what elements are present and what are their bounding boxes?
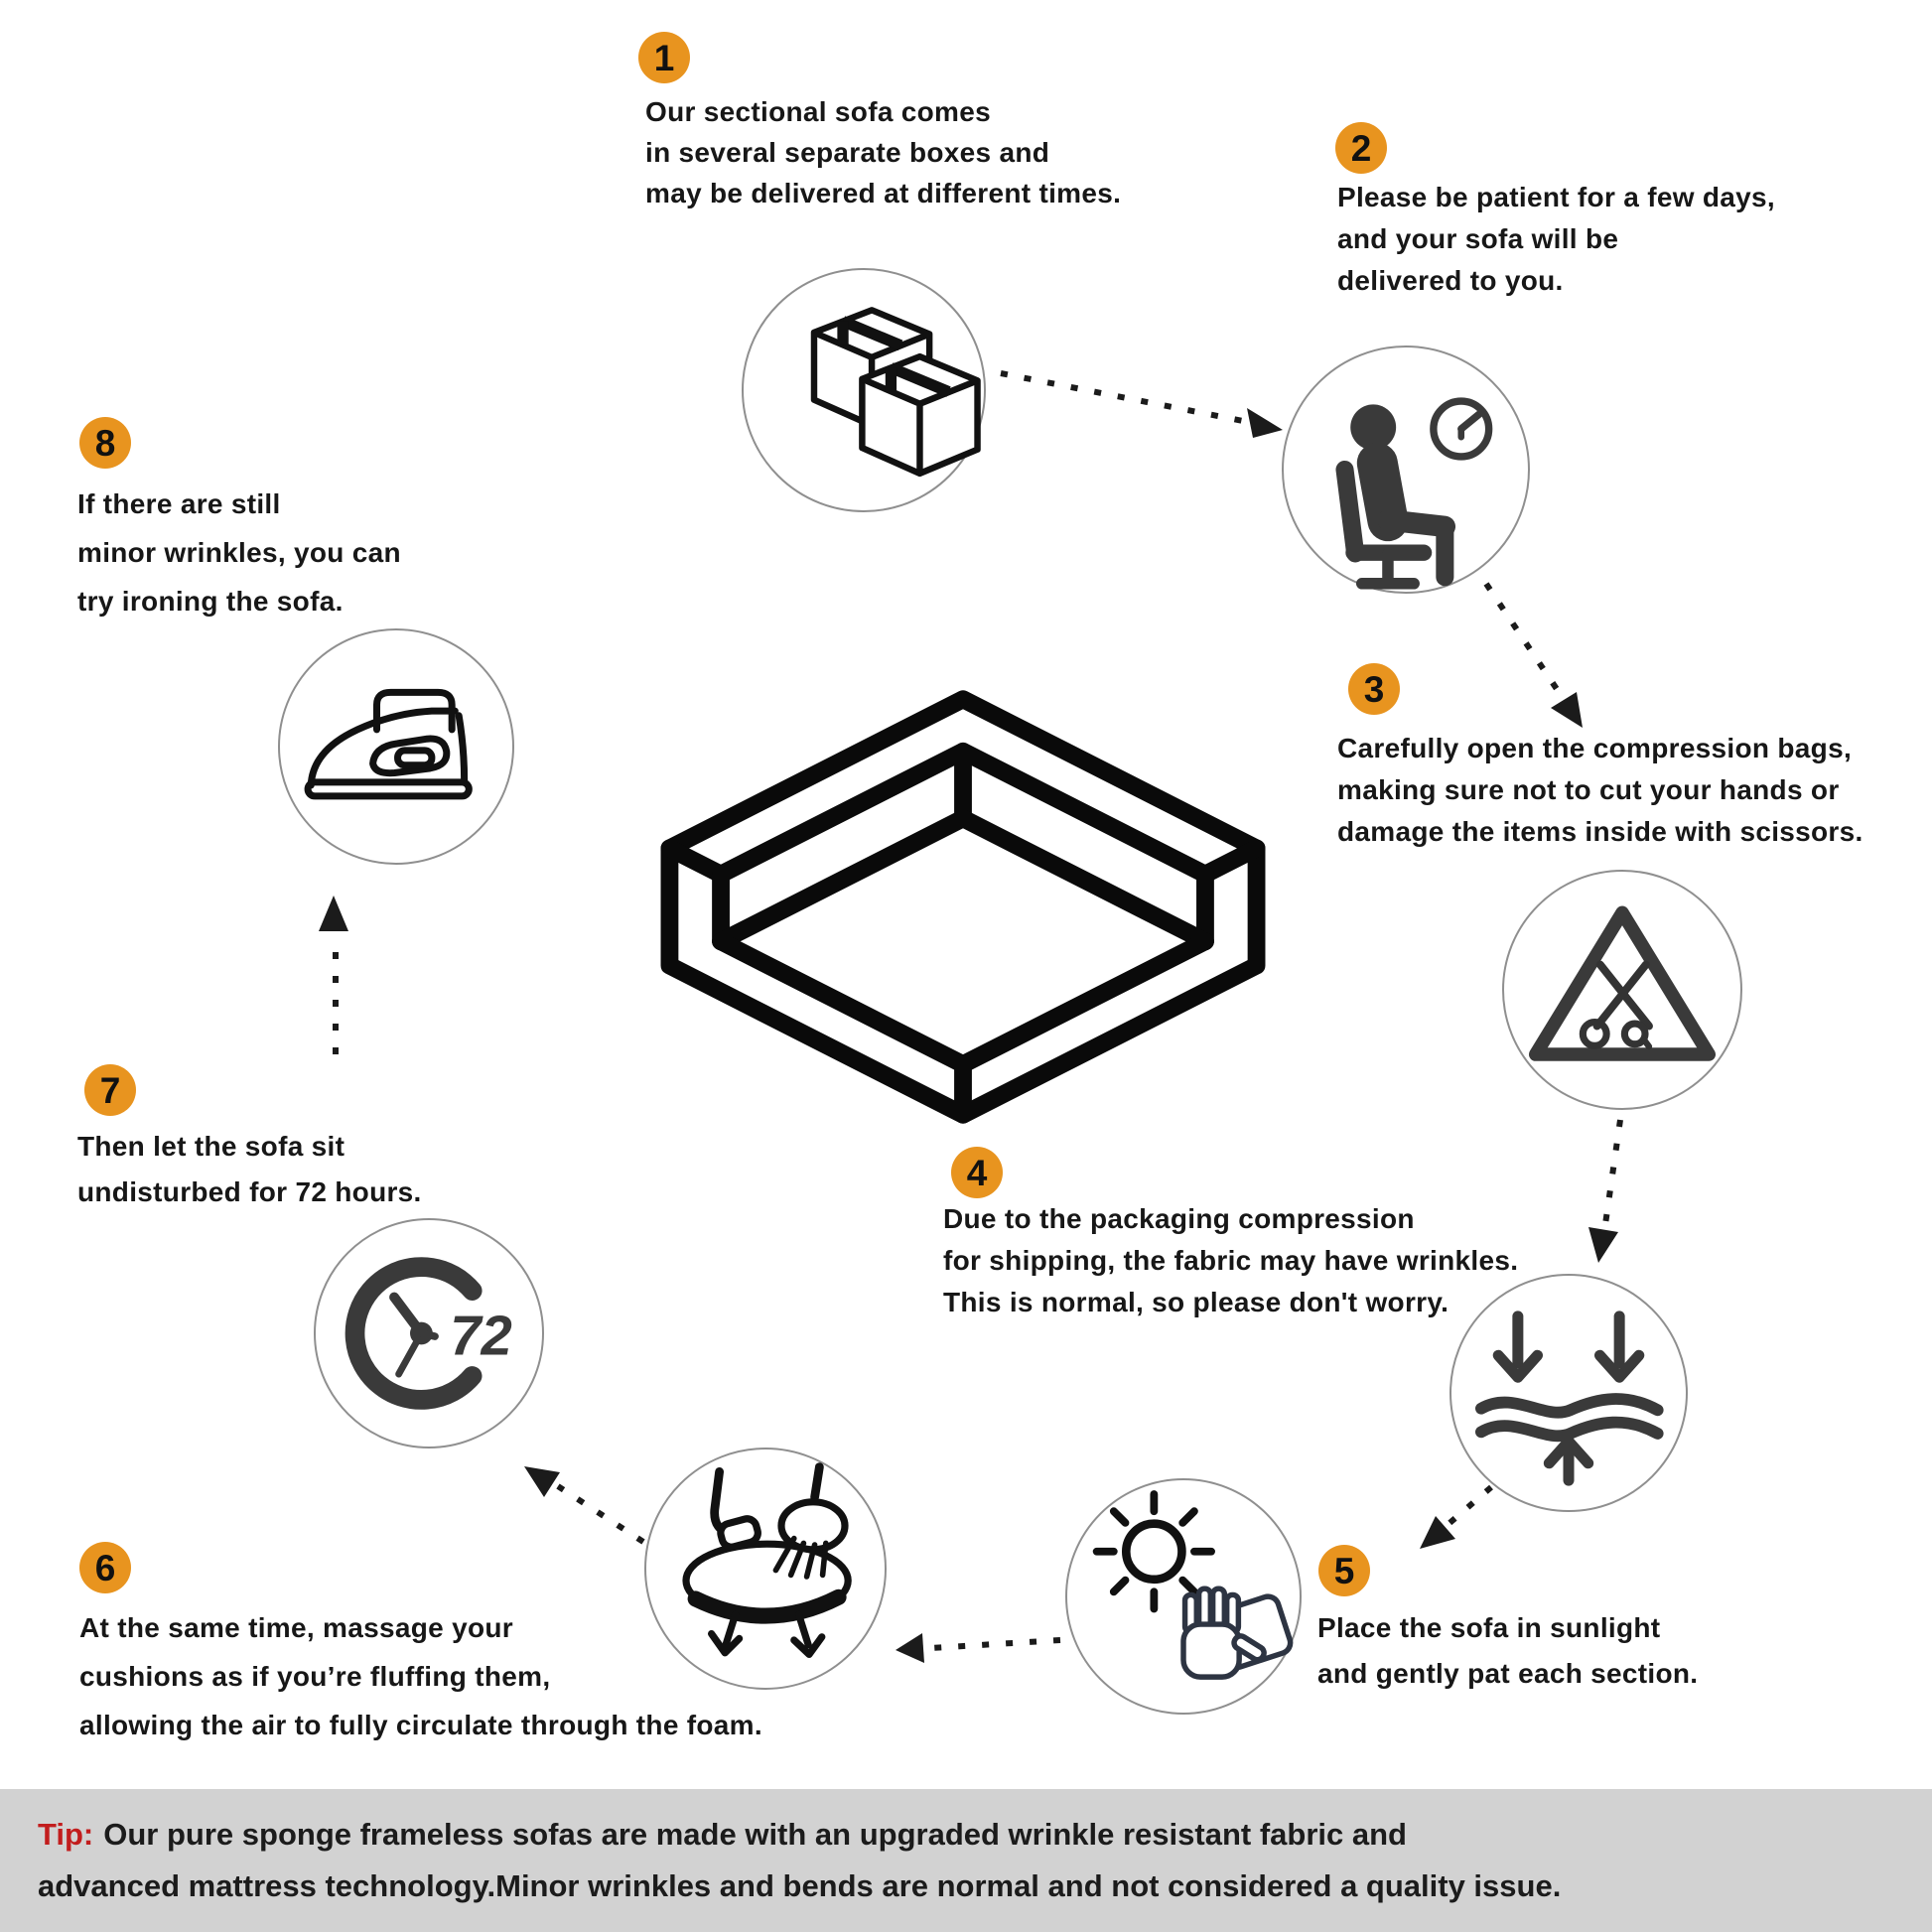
- step-6-badge: 6: [79, 1542, 131, 1593]
- arrowhead: [896, 1633, 924, 1663]
- tip-bar: [0, 1789, 1932, 1932]
- step-7-text: Then let the sofa sit undisturbed for 72 hours.: [77, 1131, 422, 1207]
- sunlight-pat-circle: [1065, 1478, 1302, 1715]
- arrowhead: [1588, 1227, 1618, 1263]
- tip-line-2: advanced mattress technology.Minor wrinkles and bends are normal and not considered a quality issue.: [38, 1868, 1562, 1903]
- boxes-circle: [742, 268, 986, 512]
- step-7-badge: 7: [84, 1064, 136, 1116]
- step-8-badge: 8: [79, 417, 131, 469]
- arrow-scissors-to-compression: [1604, 1120, 1620, 1231]
- massage-cushion-icon: [646, 1449, 885, 1688]
- clock-72-icon: [316, 1220, 542, 1447]
- clock-72-circle: [314, 1218, 544, 1449]
- step-4-text: Due to the packaging compression for shipping, the fabric may have wrinkles. This is normal, so please don't worry.: [943, 1203, 1519, 1317]
- iron-circle: [278, 628, 514, 865]
- arrow-sun-to-massage: [931, 1640, 1060, 1648]
- tip-label: Tip:: [38, 1817, 94, 1852]
- waiting-person-icon: [1284, 347, 1528, 592]
- iron-icon: [280, 630, 512, 863]
- boxes-icon: [744, 270, 984, 510]
- step-1-text: Our sectional sofa comes in several separate boxes and may be delivered at different times.: [645, 96, 1122, 208]
- step-1-badge: 1: [638, 32, 690, 83]
- step-6-text: At the same time, massage your cushions as if you’re fluffing them, allowing the air to fully circulate through the foam.: [79, 1612, 762, 1740]
- step-5-text: Place the sofa in sunlight and gently pat each section.: [1317, 1612, 1699, 1689]
- arrowhead: [1551, 692, 1583, 728]
- arrowhead: [319, 896, 348, 931]
- step-2-text: Please be patient for a few days, and your sofa will be delivered to you.: [1337, 182, 1775, 296]
- step-5-badge: 5: [1318, 1545, 1370, 1596]
- arrowhead: [524, 1466, 560, 1497]
- corner-sofa-drawing: [655, 688, 1271, 1126]
- tip-line-1: [38, 1809, 1912, 1861]
- compression-circle: [1449, 1274, 1688, 1512]
- scissors-warning-icon: [1504, 872, 1740, 1108]
- step-8-text: If there are still minor wrinkles, you can try ironing the sofa.: [77, 488, 401, 617]
- step-2-badge: 2: [1335, 122, 1387, 174]
- arrow-boxes-to-person: [1001, 373, 1243, 421]
- step-3-badge: 3: [1348, 663, 1400, 715]
- sunlight-pat-icon: [1067, 1480, 1300, 1713]
- waiting-person-circle: [1282, 345, 1530, 594]
- arrowhead: [1420, 1516, 1455, 1549]
- step-4-badge: 4: [951, 1147, 1003, 1198]
- arrow-massage-to-clock: [558, 1486, 643, 1542]
- tip-text-1: Our pure sponge frameless sofas are made with an upgraded wrinkle resistant fabric and: [103, 1817, 1407, 1852]
- step-3-text: Carefully open the compression bags, making sure not to cut your hands or damage the items inside with scissors.: [1337, 733, 1863, 847]
- scissors-warning-circle: [1502, 870, 1742, 1110]
- compression-icon: [1451, 1276, 1686, 1510]
- clock-72-label: 72: [450, 1304, 512, 1367]
- massage-cushion-circle: [644, 1448, 887, 1690]
- arrow-person-to-step3: [1486, 584, 1561, 695]
- arrowhead: [1247, 408, 1283, 438]
